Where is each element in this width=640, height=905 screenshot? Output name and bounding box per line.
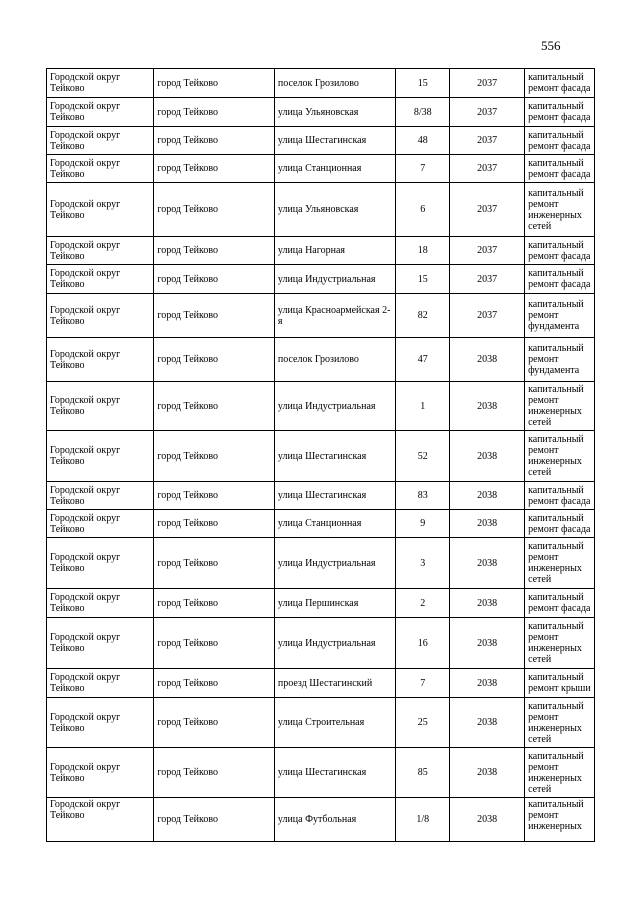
year-cell: 2037 [450,69,525,98]
street-cell: улица Футбольная [274,798,396,842]
year-cell: 2038 [450,798,525,842]
work-type-cell: капитальный ремонт инженерных сетей [525,382,595,431]
settlement-cell: город Тейково [154,69,275,98]
work-type-cell: капитальный ремонт фундамента [525,294,595,338]
year-cell: 2038 [450,431,525,482]
municipality-cell: Городской округ Тейково [47,510,154,538]
year-cell: 2038 [450,589,525,618]
table-row [47,98,595,127]
settlement-cell: город Тейково [154,538,275,589]
house-number-cell: 52 [396,431,450,482]
street-cell: проезд Шестагинский [274,669,396,698]
house-number-cell: 15 [396,69,450,98]
year-cell: 2037 [450,127,525,155]
work-type-cell: капитальный ремонт инженерных [525,798,595,842]
municipality-cell: Городской округ Тейково [47,618,154,669]
work-type-cell: капитальный ремонт инженерных сетей [525,698,595,748]
work-type-cell: капитальный ремонт фасада [525,127,595,155]
table-row [47,748,595,798]
house-number-cell: 15 [396,265,450,294]
municipality-cell: Городской округ Тейково [47,69,154,98]
settlement-cell: город Тейково [154,482,275,510]
house-number-cell: 18 [396,237,450,265]
municipality-cell: Городской округ Тейково [47,127,154,155]
table-row [47,798,595,842]
work-type-cell: капитальный ремонт инженерных сетей [525,748,595,798]
year-cell: 2038 [450,338,525,382]
street-cell: улица Индустриальная [274,265,396,294]
table-row [47,510,595,538]
settlement-cell: город Тейково [154,698,275,748]
street-cell: улица Шестагинская [274,431,396,482]
housing-repair-table [46,68,595,842]
house-number-cell: 8/38 [396,98,450,127]
municipality-cell: Городской округ Тейково [47,338,154,382]
street-cell: улица Першинская [274,589,396,618]
municipality-cell: Городской округ Тейково [47,698,154,748]
municipality-cell: Городской округ Тейково [47,183,154,237]
house-number-cell: 16 [396,618,450,669]
house-number-cell: 47 [396,338,450,382]
house-number-cell: 1 [396,382,450,431]
work-type-cell: капитальный ремонт инженерных сетей [525,431,595,482]
year-cell: 2038 [450,748,525,798]
street-cell: улица Индустриальная [274,618,396,669]
year-cell: 2037 [450,183,525,237]
year-cell: 2038 [450,510,525,538]
work-type-cell: капитальный ремонт инженерных сетей [525,618,595,669]
year-cell: 2038 [450,538,525,589]
work-type-cell: капитальный ремонт фасада [525,98,595,127]
table-row [47,589,595,618]
street-cell: улица Шестагинская [274,482,396,510]
table-row [47,294,595,338]
settlement-cell: город Тейково [154,265,275,294]
work-type-cell: капитальный ремонт фасада [525,265,595,294]
settlement-cell: город Тейково [154,237,275,265]
house-number-cell: 6 [396,183,450,237]
street-cell: улица Станционная [274,510,396,538]
work-type-cell: капитальный ремонт фасада [525,155,595,183]
settlement-cell: город Тейково [154,294,275,338]
year-cell: 2037 [450,294,525,338]
house-number-cell: 48 [396,127,450,155]
street-cell: улица Шестагинская [274,127,396,155]
table-row [47,618,595,669]
year-cell: 2038 [450,698,525,748]
settlement-cell: город Тейково [154,382,275,431]
work-type-cell: капитальный ремонт фасада [525,69,595,98]
house-number-cell: 2 [396,589,450,618]
settlement-cell: город Тейково [154,183,275,237]
table-row [47,698,595,748]
house-number-cell: 3 [396,538,450,589]
page-number: 556 [541,38,561,53]
settlement-cell: город Тейково [154,618,275,669]
street-cell: улица Индустриальная [274,382,396,431]
work-type-cell: капитальный ремонт фасада [525,510,595,538]
municipality-cell: Городской округ Тейково [47,482,154,510]
table-row [47,482,595,510]
table-row [47,155,595,183]
table-row [47,69,595,98]
table-row [47,338,595,382]
house-number-cell: 9 [396,510,450,538]
street-cell: улица Станционная [274,155,396,183]
year-cell: 2037 [450,98,525,127]
work-type-cell: капитальный ремонт инженерных сетей [525,183,595,237]
year-cell: 2038 [450,669,525,698]
settlement-cell: город Тейково [154,748,275,798]
settlement-cell: город Тейково [154,338,275,382]
table-row [47,669,595,698]
municipality-cell: Городской округ Тейково [47,294,154,338]
table-row [47,265,595,294]
street-cell: поселок Грозилово [274,338,396,382]
work-type-cell: капитальный ремонт фасада [525,237,595,265]
street-cell: улица Индустриальная [274,538,396,589]
table-row [47,431,595,482]
year-cell: 2038 [450,482,525,510]
year-cell: 2038 [450,382,525,431]
street-cell: поселок Грозилово [274,69,396,98]
house-number-cell: 7 [396,155,450,183]
table-body [47,69,595,842]
year-cell: 2037 [450,265,525,294]
house-number-cell: 1/8 [396,798,450,842]
work-type-cell: капитальный ремонт крыши [525,669,595,698]
municipality-cell: Городской округ Тейково [47,798,154,842]
municipality-cell: Городской округ Тейково [47,237,154,265]
house-number-cell: 83 [396,482,450,510]
municipality-cell: Городской округ Тейково [47,155,154,183]
table-row [47,382,595,431]
settlement-cell: город Тейково [154,155,275,183]
table-row [47,538,595,589]
settlement-cell: город Тейково [154,510,275,538]
work-type-cell: капитальный ремонт фасада [525,482,595,510]
municipality-cell: Городской округ Тейково [47,431,154,482]
year-cell: 2037 [450,155,525,183]
work-type-cell: капитальный ремонт фасада [525,589,595,618]
street-cell: улица Нагорная [274,237,396,265]
street-cell: улица Строительная [274,698,396,748]
house-number-cell: 25 [396,698,450,748]
municipality-cell: Городской округ Тейково [47,669,154,698]
street-cell: улица Ульяновская [274,183,396,237]
settlement-cell: город Тейково [154,669,275,698]
settlement-cell: город Тейково [154,589,275,618]
house-number-cell: 7 [396,669,450,698]
house-number-cell: 85 [396,748,450,798]
settlement-cell: город Тейково [154,431,275,482]
municipality-cell: Городской округ Тейково [47,748,154,798]
table-row [47,127,595,155]
street-cell: улица Красноармейская 2-я [274,294,396,338]
settlement-cell: город Тейково [154,98,275,127]
municipality-cell: Городской округ Тейково [47,538,154,589]
work-type-cell: капитальный ремонт фундамента [525,338,595,382]
year-cell: 2037 [450,237,525,265]
municipality-cell: Городской округ Тейково [47,382,154,431]
work-type-cell: капитальный ремонт инженерных сетей [525,538,595,589]
street-cell: улица Ульяновская [274,98,396,127]
street-cell: улица Шестагинская [274,748,396,798]
year-cell: 2038 [450,618,525,669]
municipality-cell: Городской округ Тейково [47,265,154,294]
house-number-cell: 82 [396,294,450,338]
settlement-cell: город Тейково [154,127,275,155]
settlement-cell: город Тейково [154,798,275,842]
municipality-cell: Городской округ Тейково [47,98,154,127]
table-row [47,183,595,237]
table-row [47,237,595,265]
municipality-cell: Городской округ Тейково [47,589,154,618]
